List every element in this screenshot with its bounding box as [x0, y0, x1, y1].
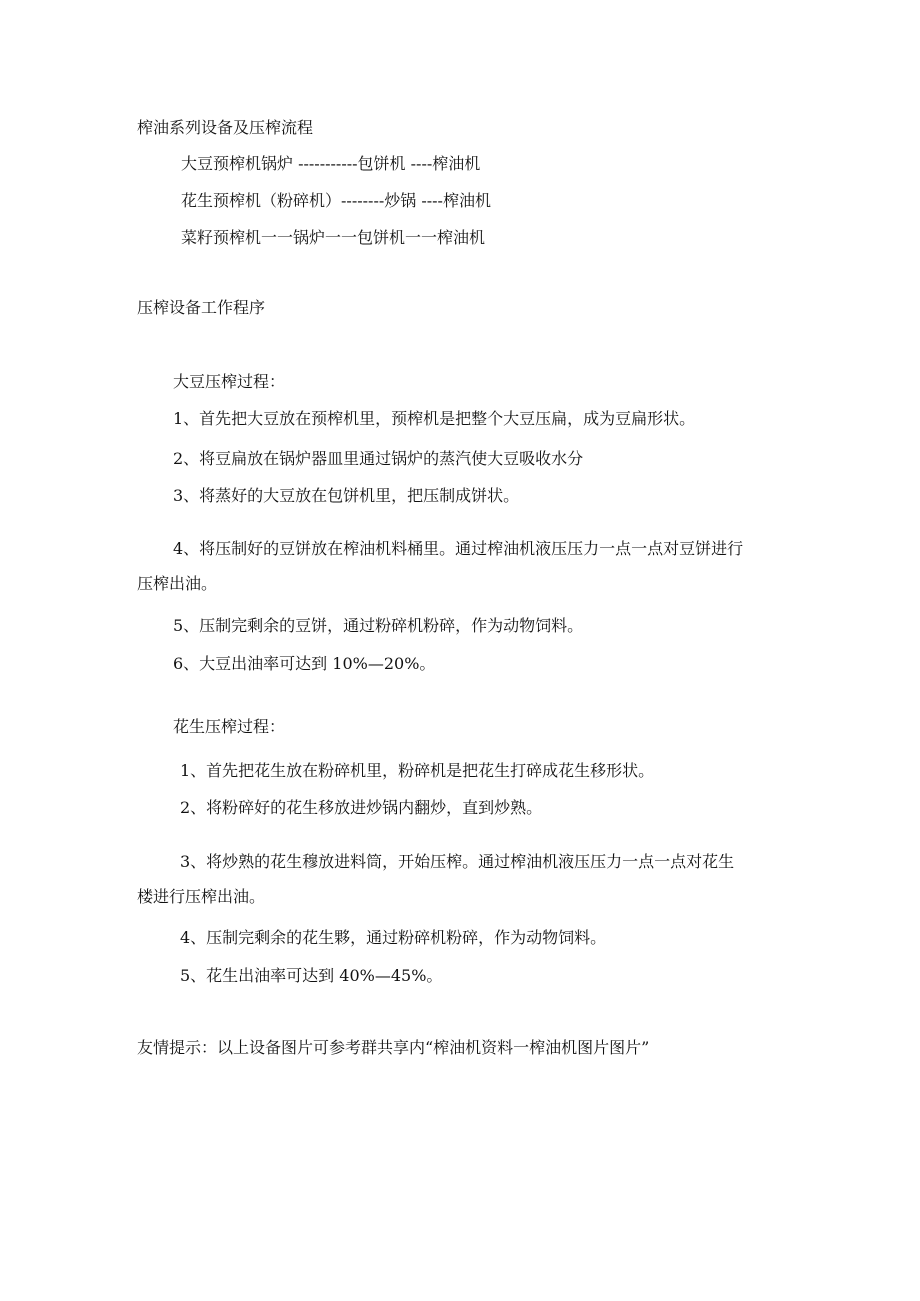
doc-title: 榨油系列设备及压榨流程 [137, 118, 314, 137]
peanut-step: 4、压制完剩余的花生夥，通过粉碎机粉碎，作为动物饲料。 [180, 928, 607, 947]
soy-step: 3、将蒸好的大豆放在包饼机里，把压制成饼状。 [173, 486, 520, 505]
soy-step: 4、将压制好的豆饼放在榨油机料桶里。通过榨油机液压压力一点一点对豆饼进行 [173, 539, 744, 558]
peanut-step: 5、花生出油率可达到 40%—45%。 [180, 966, 443, 985]
soy-step: 5、压制完剩余的豆饼，通过粉碎机粉碎，作为动物饲料。 [173, 616, 584, 635]
soy-step: 6、大豆出油率可达到 10%—20%。 [173, 654, 436, 673]
soy-step-continuation: 压榨出油。 [137, 574, 218, 593]
peanut-step: 2、将粉碎好的花生移放进炒锅内翻炒，直到炒熟。 [180, 798, 543, 817]
soy-step: 2、将豆扁放在锅炉器皿里通过锅炉的蒸汽使大豆吸收水分 [173, 449, 584, 468]
flow-line-soybean: 大豆预榨机锅炉 -----------包饼机 ----榨油机 [181, 154, 481, 173]
flow-line-rapeseed: 菜籽预榨机一一锅炉一一包饼机一一榨油机 [181, 228, 486, 247]
soy-heading: 大豆压榨过程： [173, 372, 286, 391]
peanut-step: 1、首先把花生放在粉碎机里，粉碎机是把花生打碎成花生移形状。 [180, 761, 655, 780]
peanut-step-continuation: 楼进行压榨出油。 [137, 887, 266, 906]
friendly-note: 友情提示：以上设备图片可参考群共享内“榨油机资料一榨油机图片图片” [137, 1038, 650, 1057]
soy-step: 1、首先把大豆放在预榨机里，预榨机是把整个大豆压扁，成为豆扁形状。 [173, 409, 696, 428]
section-title: 压榨设备工作程序 [137, 298, 266, 317]
peanut-heading: 花生压榨过程： [173, 717, 286, 736]
flow-line-peanut: 花生预榨机（粉碎机）--------炒锅 ----榨油机 [181, 191, 491, 210]
peanut-step: 3、将炒熟的花生穆放进料筒，开始压榨。通过榨油机液压压力一点一点对花生 [180, 852, 735, 871]
